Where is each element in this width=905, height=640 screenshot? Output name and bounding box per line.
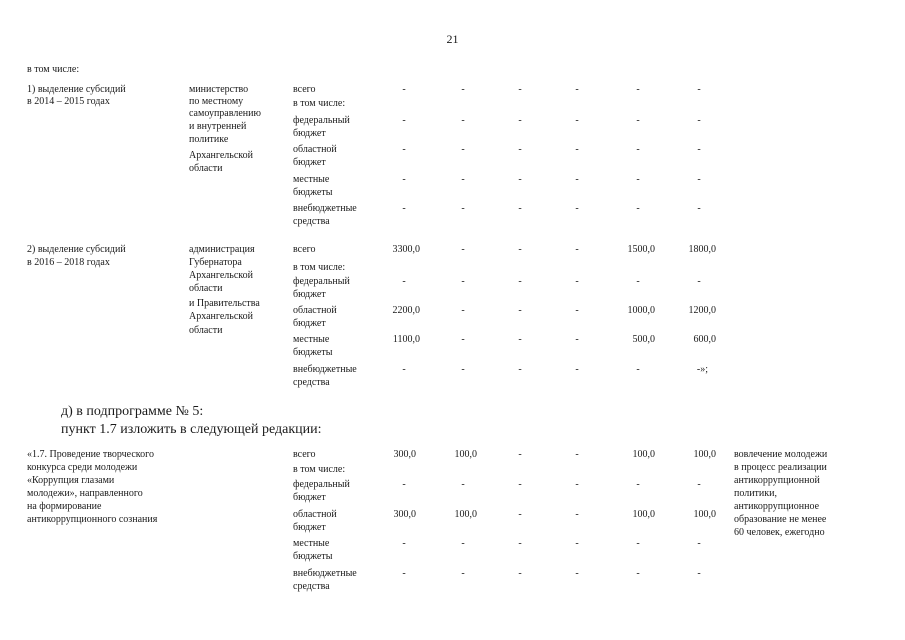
cell-value: -: [636, 276, 640, 287]
result-line: антикоррупционное: [734, 501, 820, 512]
cell-value: -»;: [696, 364, 708, 375]
section-2-executor-line: Архангельской: [189, 270, 253, 281]
heading-item: пункт 1.7 изложить в следующей редакции:: [61, 422, 322, 437]
row-label: средства: [293, 216, 330, 227]
cell-value: -: [575, 568, 579, 579]
row-label: местные: [293, 538, 330, 549]
cell-value: -: [518, 203, 522, 214]
section-2-name-line: 2) выделение субсидий: [27, 244, 126, 255]
section-1-name-line: 1) выделение субсидий: [27, 84, 126, 95]
cell-value: -: [636, 84, 640, 95]
section-1-executor-line: области: [189, 163, 223, 174]
row-label: бюджет: [293, 318, 326, 329]
row-label: в том числе:: [293, 464, 346, 475]
section-1-executor-line: по местному: [189, 96, 244, 107]
row-label: всего: [293, 84, 316, 95]
row-label: местные: [293, 334, 330, 345]
section-1-executor-line: самоуправлению: [189, 108, 261, 119]
cell-value: -: [461, 334, 465, 345]
cell-value: -: [575, 509, 579, 520]
row-label: бюджеты: [293, 347, 333, 358]
section-3-name-line: конкурса среди молодежи: [27, 462, 138, 473]
cell-value: -: [697, 144, 701, 155]
row-label: средства: [293, 581, 330, 592]
cell-value: -: [697, 203, 701, 214]
cell-value: -: [461, 244, 465, 255]
row-label: федеральный: [293, 115, 350, 126]
result-line: политики,: [734, 488, 777, 499]
section-2-executor-line: области: [189, 283, 223, 294]
cell-value: 100,0: [454, 509, 477, 520]
cell-value: -: [575, 449, 579, 460]
cell-value: -: [518, 244, 522, 255]
cell-value: -: [461, 364, 465, 375]
cell-value: -: [575, 115, 579, 126]
section-2-executor-line: и Правительства: [189, 298, 260, 309]
row-label: внебюджетные: [293, 568, 357, 579]
result-line: антикоррупционной: [734, 475, 820, 486]
row-label: в том числе:: [293, 262, 346, 273]
row-label: федеральный: [293, 276, 350, 287]
section-1-executor-line: министерство: [189, 84, 249, 95]
cell-value: -: [518, 568, 522, 579]
section-2-executor-line: Архангельской: [189, 311, 253, 322]
cell-value: -: [461, 203, 465, 214]
cell-value: -: [518, 305, 522, 316]
cell-value: -: [697, 568, 701, 579]
cell-value: -: [461, 538, 465, 549]
row-label: внебюджетные: [293, 203, 357, 214]
section-3-name-line: молодежи», направленного: [27, 488, 143, 499]
cell-value: -: [402, 276, 406, 287]
cell-value: -: [636, 115, 640, 126]
cell-value: -: [461, 174, 465, 185]
cell-value: -: [518, 538, 522, 549]
cell-value: -: [461, 276, 465, 287]
cell-value: -: [461, 144, 465, 155]
cell-value: -: [518, 276, 522, 287]
cell-value: -: [518, 144, 522, 155]
cell-value: 100,0: [632, 509, 655, 520]
cell-value: 100,0: [632, 449, 655, 460]
cell-value: -: [575, 538, 579, 549]
section-3-name-line: «Коррупция глазами: [27, 475, 115, 486]
section-1-executor-line: и внутренней: [189, 121, 247, 132]
row-label: бюджет: [293, 522, 326, 533]
cell-value: -: [575, 84, 579, 95]
row-label: бюджет: [293, 128, 326, 139]
cell-value: -: [697, 174, 701, 185]
section-1-name-line: в 2014 – 2015 годах: [27, 96, 110, 107]
cell-value: -: [402, 203, 406, 214]
row-label: бюджеты: [293, 187, 333, 198]
cell-value: -: [461, 479, 465, 490]
result-line: вовлечение молодежи: [734, 449, 828, 460]
cell-value: -: [518, 84, 522, 95]
cell-value: -: [461, 305, 465, 316]
result-line: 60 человек, ежегодно: [734, 527, 825, 538]
cell-value: -: [697, 479, 701, 490]
row-label: бюджет: [293, 289, 326, 300]
row-label: федеральный: [293, 479, 350, 490]
cell-value: -: [575, 479, 579, 490]
row-label: в том числе:: [293, 98, 346, 109]
cell-value: -: [575, 334, 579, 345]
cell-value: -: [697, 115, 701, 126]
section-2-name-line: в 2016 – 2018 годах: [27, 257, 110, 268]
row-label: бюджеты: [293, 551, 333, 562]
cell-value: -: [518, 449, 522, 460]
cell-value: 3300,0: [392, 244, 420, 255]
cell-value: -: [518, 334, 522, 345]
cell-value: -: [697, 84, 701, 95]
cell-value: 1000,0: [627, 305, 655, 316]
section-2-executor-line: области: [189, 325, 223, 336]
cell-value: -: [402, 174, 406, 185]
cell-value: -: [402, 479, 406, 490]
cell-value: -: [402, 144, 406, 155]
cell-value: -: [575, 244, 579, 255]
row-label: областной: [293, 305, 337, 316]
cell-value: 100,0: [693, 449, 716, 460]
cell-value: -: [575, 203, 579, 214]
row-label: средства: [293, 377, 330, 388]
page-number: 21: [446, 32, 459, 46]
cell-value: -: [461, 115, 465, 126]
cell-value: 300,0: [393, 449, 416, 460]
cell-value: -: [402, 568, 406, 579]
cell-value: -: [518, 509, 522, 520]
section-1-executor-line: политике: [189, 134, 229, 145]
cell-value: -: [575, 276, 579, 287]
section-3-name-line: «1.7. Проведение творческого: [27, 449, 154, 460]
section-2-executor-line: администрация: [189, 244, 255, 255]
cell-value: -: [575, 174, 579, 185]
cell-value: -: [636, 479, 640, 490]
row-label: областной: [293, 144, 337, 155]
cell-value: -: [518, 115, 522, 126]
cell-value: -: [636, 538, 640, 549]
cell-value: -: [402, 115, 406, 126]
cell-value: -: [636, 203, 640, 214]
row-label: бюджет: [293, 492, 326, 503]
cell-value: -: [636, 174, 640, 185]
row-label: всего: [293, 449, 316, 460]
section-3-name-line: антикоррупционного сознания: [27, 514, 158, 525]
row-label: местные: [293, 174, 330, 185]
row-label: всего: [293, 244, 316, 255]
cell-value: 500,0: [632, 334, 655, 345]
cell-value: 2200,0: [392, 305, 420, 316]
cell-value: -: [636, 568, 640, 579]
cell-value: -: [402, 84, 406, 95]
row-label: бюджет: [293, 157, 326, 168]
cell-value: 1500,0: [627, 244, 655, 255]
section-2-executor-line: Губернатора: [189, 257, 242, 268]
cell-value: 1800,0: [688, 244, 716, 255]
result-line: в процесс реализации: [734, 462, 827, 473]
cell-value: -: [518, 479, 522, 490]
cell-value: -: [575, 364, 579, 375]
heading-subprogram: д) в подпрограмме № 5:: [61, 404, 204, 419]
cell-value: -: [461, 84, 465, 95]
cell-value: 1100,0: [392, 334, 420, 345]
intro-text: в том числе:: [27, 64, 80, 75]
cell-value: -: [402, 364, 406, 375]
cell-value: -: [697, 276, 701, 287]
cell-value: 1200,0: [688, 305, 716, 316]
cell-value: -: [697, 538, 701, 549]
section-3-name-line: на формирование: [27, 501, 102, 512]
cell-value: -: [636, 144, 640, 155]
section-1-executor-line: Архангельской: [189, 150, 253, 161]
row-label: внебюджетные: [293, 364, 357, 375]
cell-value: 600,0: [693, 334, 716, 345]
cell-value: -: [402, 538, 406, 549]
cell-value: -: [461, 568, 465, 579]
row-label: областной: [293, 509, 337, 520]
cell-value: -: [518, 364, 522, 375]
cell-value: -: [636, 364, 640, 375]
cell-value: -: [518, 174, 522, 185]
result-line: образование не менее: [734, 514, 827, 525]
cell-value: -: [575, 144, 579, 155]
cell-value: 100,0: [454, 449, 477, 460]
cell-value: -: [575, 305, 579, 316]
cell-value: 100,0: [693, 509, 716, 520]
cell-value: 300,0: [393, 509, 416, 520]
